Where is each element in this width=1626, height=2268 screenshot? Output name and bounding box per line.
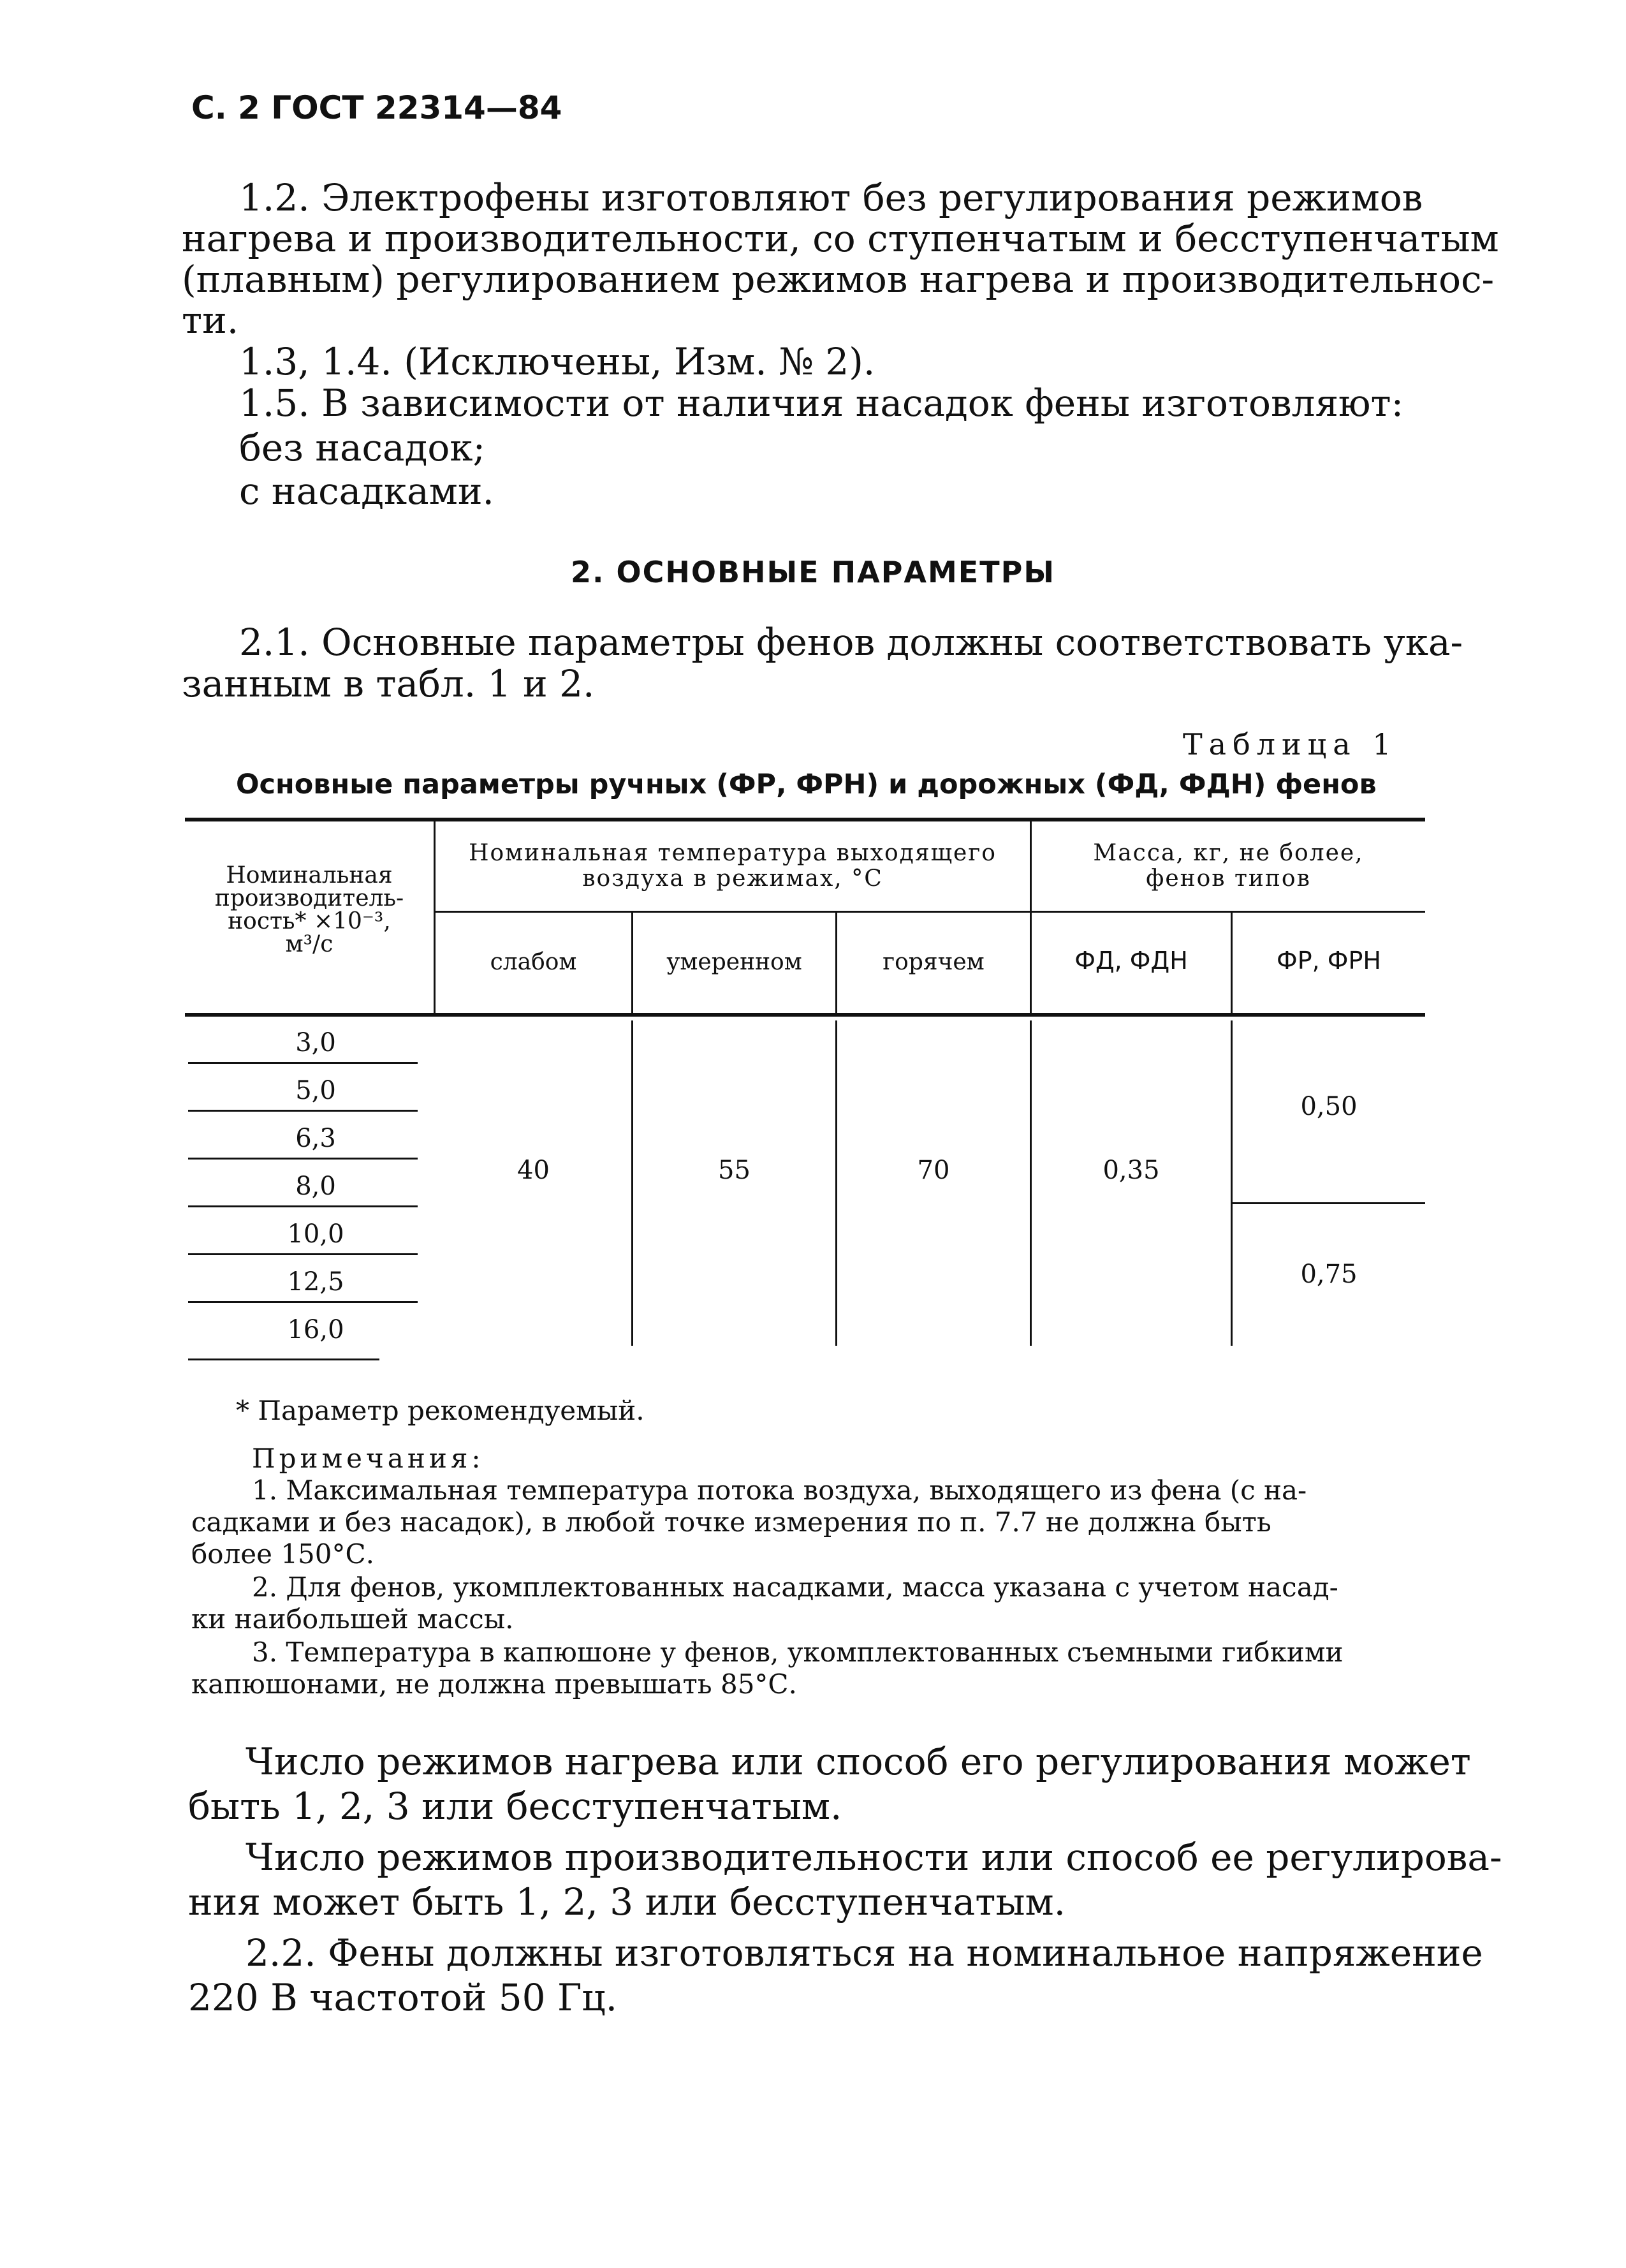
table-top-rule [185, 818, 1425, 821]
section-title: 2. ОСНОВНЫЕ ПАРАМЕТРЫ [571, 555, 1055, 589]
col0-header-line3: ность* ×10⁻³, [228, 908, 391, 934]
fr-col-separator [1233, 1202, 1425, 1204]
para-perf-line2: ния может быть 1, 2, 3 или бесступенчатым. [188, 1880, 1066, 1924]
footnote: * Параметр рекомендуемый. [236, 1395, 645, 1426]
col0-header-line2: производитель- [214, 885, 404, 911]
table-label: Таблица 1 [1183, 727, 1398, 762]
note-2-line1: 2. Для фенов, укомплектованных насадками, масса указана с учетом насад- [252, 1572, 1338, 1603]
page-header: С. 2 ГОСТ 22314—84 [191, 89, 562, 126]
row-value-2: 5,0 [295, 1076, 336, 1105]
sub-header-weak: слабом [490, 949, 577, 975]
row-value-3: 6,3 [295, 1124, 336, 1153]
note-2-line2: ки наибольшей массы. [191, 1603, 514, 1635]
note-3-line1: 3. Температура в капюшоне у фенов, укомплектованных съемными гибкими [252, 1637, 1344, 1668]
row-sep-4 [188, 1205, 418, 1207]
para-perf-line1: Число режимов производительности или способ ее регулирова- [245, 1836, 1502, 1879]
row-sep-2 [188, 1110, 418, 1112]
row-value-1: 3,0 [295, 1028, 336, 1057]
mass-group-header [1032, 841, 1425, 892]
para-heat-line1: Число режимов нагрева или способ его регулирования может [245, 1740, 1471, 1783]
note-1-line2: садками и без насадок), в любой точке измерения по п. 7.7 не должна быть [191, 1506, 1271, 1538]
para-1-2-line1: 1.2. Электрофены изготовляют без регулирования режимов [239, 176, 1423, 219]
note-1-line3: более 150°С. [191, 1538, 374, 1570]
value-fr-1: 0,50 [1300, 1092, 1358, 1121]
option-no-nozzles: без насадок; [239, 426, 486, 469]
value-hot: 70 [917, 1156, 950, 1185]
value-fr-2: 0,75 [1300, 1260, 1358, 1289]
sub-header-fd: ФД, ФДН [1074, 946, 1188, 975]
para-1-3: 1.3, 1.4. (Исключены, Изм. № 2). [239, 340, 875, 383]
sub-header-fr: ФР, ФРН [1277, 946, 1381, 975]
notes-title: Примечания: [252, 1443, 485, 1474]
temp-group-line2: воздуха в режимах, °С [582, 865, 883, 892]
header-subdivider [436, 911, 1425, 913]
header-bottom-rule [185, 1013, 1425, 1017]
col0-header-line1: Номинальная [226, 862, 393, 888]
row-value-5: 10,0 [287, 1219, 344, 1249]
sub-header-moderate: умеренном [666, 949, 802, 975]
note-3-line2: капюшонами, не должна превышать 85°С. [191, 1668, 797, 1700]
para-1-2-line4: ти. [182, 298, 239, 342]
col0-header-line4: м³/с [285, 931, 333, 957]
row-sep-1 [188, 1062, 418, 1064]
note-1-line1: 1. Максимальная температура потока воздуха, выходящего из фена (с на- [252, 1475, 1307, 1506]
para-1-2-line2: нагрева и производительности, со ступенчатым и бесступенчатым [182, 217, 1499, 260]
row-value-4: 8,0 [295, 1172, 336, 1201]
row-sep-5 [188, 1253, 418, 1255]
para-2-2-line2: 220 В частотой 50 Гц. [188, 1976, 618, 2019]
value-fd: 0,35 [1102, 1156, 1160, 1185]
body-vline-4 [1231, 1020, 1233, 1346]
row-value-7: 16,0 [287, 1315, 344, 1344]
value-moderate: 55 [718, 1156, 751, 1185]
option-with-nozzles: с насадками. [239, 469, 494, 513]
para-1-5: 1.5. В зависимости от наличия насадок фены изготовляют: [239, 381, 1404, 425]
para-1-2-line3: (плавным) регулированием режимов нагрева и производительнос- [182, 258, 1495, 301]
sub-header-hot: горячем [883, 949, 985, 975]
row-sep-7 [188, 1359, 379, 1360]
row-sep-3 [188, 1158, 418, 1160]
value-weak: 40 [517, 1156, 550, 1185]
temp-group-line1: Номинальная температура выходящего [469, 840, 997, 866]
mass-group-line1: Масса, кг, не более, [1093, 840, 1364, 866]
para-2-1-line2: занным в табл. 1 и 2. [182, 662, 595, 705]
mass-group-line2: фенов типов [1146, 865, 1311, 892]
para-2-2-line1: 2.2. Фены должны изготовляться на номинальное напряжение [245, 1931, 1483, 1975]
table-caption: Основные параметры ручных (ФР, ФРН) и дорожных (ФД, ФДН) фенов [236, 769, 1377, 800]
para-2-1-line1: 2.1. Основные параметры фенов должны соответствовать ука- [239, 621, 1463, 664]
para-heat-line2: быть 1, 2, 3 или бесступенчатым. [188, 1785, 842, 1828]
temp-group-header [436, 841, 1030, 892]
row-sep-6 [188, 1301, 418, 1303]
row-value-6: 12,5 [287, 1267, 344, 1297]
col0-header [185, 864, 434, 956]
